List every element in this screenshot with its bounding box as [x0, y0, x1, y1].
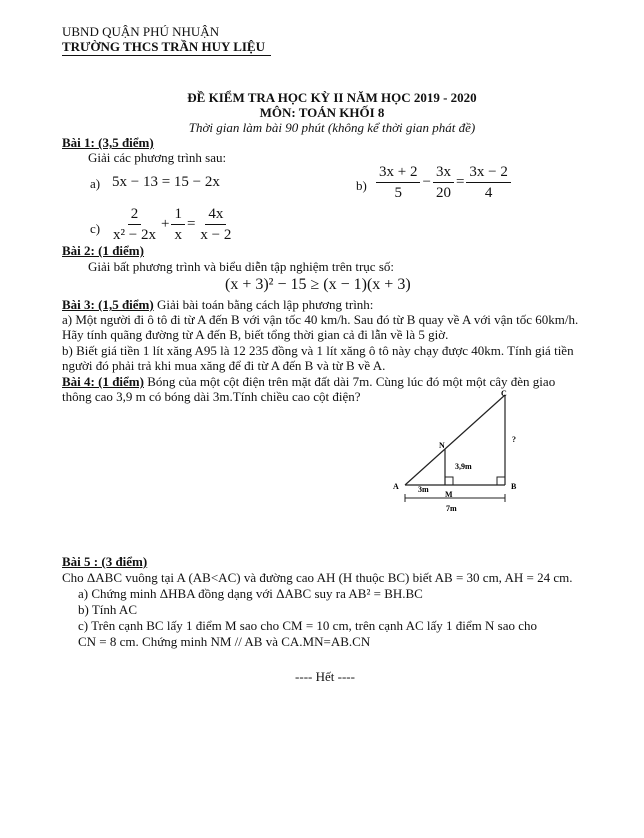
bai5-c-line2: CN = 8 cm. Chứng minh NM // AB và CA.MN=AB.CN	[78, 634, 371, 649]
operator: −	[422, 174, 431, 190]
fraction	[197, 204, 234, 245]
numerator: 3x	[433, 162, 454, 183]
bai1-c-label: c)	[90, 221, 101, 236]
exam-subject: MÔN: TOÁN KHỐI 8	[259, 105, 385, 120]
numerator: 3x − 2	[466, 162, 510, 183]
bai3-b-line1: b) Biết giá tiền 1 lít xăng A95 là 12 235 đồng và 1 lít xăng ô tô này chạy được 40km. Tính giá tiền	[62, 343, 574, 358]
hypotenuse	[405, 395, 505, 485]
right-angle-m	[445, 477, 453, 485]
operator: +	[160, 216, 170, 232]
fraction	[376, 162, 420, 203]
bai3-a-line2: Hãy tính quãng đường từ A đến B, biết tổng thời gian cả đi lẫn về là 5 giờ.	[62, 327, 449, 342]
fraction	[110, 204, 159, 245]
denominator: x − 2	[200, 227, 232, 243]
bai3-intro: Giải bài toán bằng cách lập phương trình:	[153, 297, 374, 312]
bai2-inequality: (x + 3)² − 15 ≥ (x − 1)(x + 3)	[225, 276, 411, 293]
bai3-a-line1: a) Một người đi ô tô đi từ A đến B với vận tốc 40 km/h. Sau đó từ B quay về A với vận tốc 60km/h.	[62, 312, 579, 327]
bai5-heading: Bài 5 : (3 điểm)	[62, 554, 148, 569]
label-c: C	[501, 389, 507, 398]
bai2-heading: Bài 2: (1 điểm)	[62, 243, 144, 258]
operator: =	[455, 174, 465, 190]
label-b: B	[511, 482, 517, 491]
bai3-heading: Bài 3: (1,5 điểm)	[62, 297, 154, 312]
shadow-figure	[380, 385, 530, 520]
bai1-c-equation	[108, 204, 236, 245]
school-name: TRƯỜNG THCS TRẦN HUY LIỆU	[62, 39, 271, 56]
denominator: 4	[484, 185, 493, 201]
bai5-c-line1: c) Trên cạnh BC lấy 1 điểm M sao cho CM = 10 cm, trên cạnh AC lấy 1 điểm N sao cho	[78, 618, 538, 633]
numerator: 3x + 2	[376, 162, 420, 183]
denominator: 5	[394, 185, 402, 201]
bai3-b-line2: người đó phải trả khi mua xăng để đi từ A đến B và từ B về A.	[62, 358, 386, 373]
district-name: UBND QUẬN PHÚ NHUẬN	[62, 24, 220, 39]
label-n: N	[439, 441, 445, 450]
bai1-b-label: b)	[356, 178, 367, 193]
label-m: M	[445, 490, 453, 499]
denominator: x	[174, 227, 182, 243]
bai4-text1: Bóng của một cột điện trên mặt đất dài 7m. Cùng lúc đó một một cây đèn giao	[143, 374, 556, 389]
label-light-height: 3,9m	[455, 462, 472, 471]
bai5-a: a) Chứng minh ΔHBA đồng dạng với ΔABC suy ra AB² = BH.BC	[78, 586, 423, 601]
fraction	[171, 204, 185, 245]
bai1-a-equation: 5x − 13 = 15 − 2x	[112, 174, 220, 190]
exam-title: ĐỀ KIỂM TRA HỌC KỲ II NĂM HỌC 2019 - 2020	[187, 90, 477, 105]
operator: =	[186, 216, 196, 232]
bai4-line2: thông cao 3,9 m có bóng dài 3m.Tính chiều cao cột điện?	[62, 389, 361, 404]
bai3-line	[62, 297, 373, 313]
bai1-intro: Giải các phương trình sau:	[88, 150, 227, 165]
numerator: 2	[128, 204, 142, 225]
end-marker: ---- Hết ----	[295, 669, 355, 684]
bai4-heading: Bài 4: (1 điểm)	[62, 374, 144, 389]
label-long-shadow: 7m	[446, 504, 457, 513]
fraction	[433, 162, 454, 203]
bai1-a-label: a)	[90, 176, 101, 191]
label-unknown: ?	[512, 435, 516, 444]
fraction	[466, 162, 510, 203]
label-short-shadow: 3m	[418, 485, 429, 494]
bai2-intro: Giải bất phương trình và biểu diễn tập nghiệm trên trục số:	[88, 259, 394, 274]
bai5-intro: Cho ΔABC vuông tại A (AB<AC) và đường cao AH (H thuộc BC) biết AB = 30 cm, AH = 24 cm.	[62, 570, 573, 585]
denominator: x² − 2x	[113, 227, 156, 243]
bai5-b: b) Tính AC	[78, 602, 137, 617]
denominator: 20	[435, 185, 451, 201]
numerator: 1	[171, 204, 185, 225]
exam-time: Thời gian làm bài 90 phút (không kể thời gian phát đề)	[188, 120, 476, 135]
numerator: 4x	[205, 204, 226, 225]
right-angle-b	[497, 477, 505, 485]
bai1-heading: Bài 1: (3,5 điểm)	[62, 135, 154, 150]
bai1-b-equation	[374, 162, 513, 203]
label-a: A	[393, 482, 399, 491]
